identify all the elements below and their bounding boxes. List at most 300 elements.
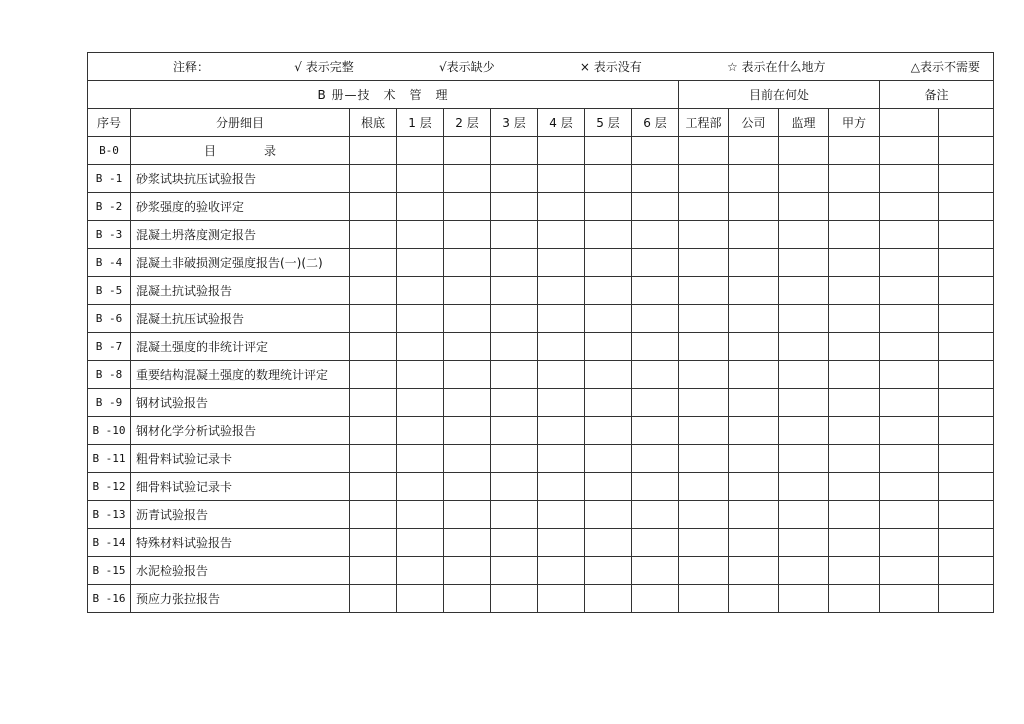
column-header-floor: 根底 <box>350 109 397 137</box>
status-cell[interactable] <box>939 249 994 277</box>
status-cell[interactable] <box>585 389 632 417</box>
status-cell[interactable] <box>538 445 585 473</box>
status-cell[interactable] <box>880 473 939 501</box>
status-cell[interactable] <box>779 529 829 557</box>
status-cell[interactable] <box>538 389 585 417</box>
status-cell[interactable] <box>679 333 729 361</box>
status-cell[interactable] <box>444 249 491 277</box>
table-row <box>88 529 994 557</box>
legend-not-needed: △表示不需要 <box>910 59 980 74</box>
status-cell[interactable] <box>729 557 779 585</box>
table-row <box>88 473 994 501</box>
status-cell[interactable] <box>939 557 994 585</box>
status-cell[interactable] <box>444 557 491 585</box>
status-cell[interactable] <box>491 165 538 193</box>
status-cell[interactable] <box>679 389 729 417</box>
status-cell[interactable] <box>729 417 779 445</box>
status-cell[interactable] <box>939 389 994 417</box>
status-cell[interactable] <box>829 165 880 193</box>
status-cell[interactable] <box>939 445 994 473</box>
status-cell[interactable] <box>397 417 444 445</box>
status-cell[interactable] <box>397 333 444 361</box>
status-cell[interactable] <box>779 585 829 613</box>
status-cell[interactable] <box>444 165 491 193</box>
status-cell[interactable] <box>444 473 491 501</box>
status-cell[interactable] <box>829 137 880 165</box>
status-cell[interactable] <box>939 473 994 501</box>
row-code: B -10 <box>88 417 131 445</box>
status-cell[interactable] <box>350 473 397 501</box>
status-cell[interactable] <box>350 305 397 333</box>
remarks-header: 备注 <box>880 81 994 109</box>
status-cell[interactable] <box>880 221 939 249</box>
status-cell[interactable] <box>729 249 779 277</box>
status-cell[interactable] <box>880 249 939 277</box>
status-cell[interactable] <box>632 249 679 277</box>
status-cell[interactable] <box>829 249 880 277</box>
status-cell[interactable] <box>632 361 679 389</box>
status-cell[interactable] <box>444 193 491 221</box>
status-cell[interactable] <box>397 473 444 501</box>
status-cell[interactable] <box>632 389 679 417</box>
status-cell[interactable] <box>939 193 994 221</box>
status-cell[interactable] <box>679 445 729 473</box>
status-cell[interactable] <box>397 221 444 249</box>
status-cell[interactable] <box>444 277 491 305</box>
status-cell[interactable] <box>779 137 829 165</box>
legend-none: × 表示没有 <box>579 59 642 74</box>
row-code: B -16 <box>88 585 131 613</box>
status-cell[interactable] <box>585 501 632 529</box>
status-cell[interactable] <box>397 585 444 613</box>
status-cell[interactable] <box>829 557 880 585</box>
row-code: B -5 <box>88 277 131 305</box>
status-cell[interactable] <box>939 165 994 193</box>
legend-row <box>88 53 994 81</box>
status-cell[interactable] <box>880 557 939 585</box>
status-cell[interactable] <box>397 389 444 417</box>
status-cell[interactable] <box>491 333 538 361</box>
table-row <box>88 137 994 165</box>
status-cell[interactable] <box>397 277 444 305</box>
status-cell[interactable] <box>397 305 444 333</box>
status-cell[interactable] <box>779 249 829 277</box>
status-cell[interactable] <box>829 445 880 473</box>
section-header-row <box>88 81 994 109</box>
row-code: B -15 <box>88 557 131 585</box>
status-cell[interactable] <box>939 501 994 529</box>
status-cell[interactable] <box>585 445 632 473</box>
status-cell[interactable] <box>444 333 491 361</box>
status-cell[interactable] <box>397 137 444 165</box>
status-cell[interactable] <box>779 473 829 501</box>
status-cell[interactable] <box>444 305 491 333</box>
status-cell[interactable] <box>779 557 829 585</box>
table-row <box>88 305 994 333</box>
status-cell[interactable] <box>491 557 538 585</box>
status-cell[interactable] <box>880 137 939 165</box>
status-cell[interactable] <box>779 221 829 249</box>
status-cell[interactable] <box>538 277 585 305</box>
status-cell[interactable] <box>397 249 444 277</box>
status-cell[interactable] <box>538 417 585 445</box>
status-cell[interactable] <box>880 529 939 557</box>
table-row <box>88 501 994 529</box>
status-cell[interactable] <box>585 585 632 613</box>
status-cell[interactable] <box>350 529 397 557</box>
status-cell[interactable] <box>538 249 585 277</box>
status-cell[interactable] <box>491 389 538 417</box>
status-cell[interactable] <box>538 333 585 361</box>
status-cell[interactable] <box>939 417 994 445</box>
status-cell[interactable] <box>939 305 994 333</box>
status-cell[interactable] <box>632 445 679 473</box>
status-cell[interactable] <box>397 529 444 557</box>
row-title: 混凝土坍落度测定报告 <box>131 221 350 249</box>
status-cell[interactable] <box>939 585 994 613</box>
status-cell[interactable] <box>779 389 829 417</box>
status-cell[interactable] <box>632 165 679 193</box>
status-cell[interactable] <box>880 193 939 221</box>
status-cell[interactable] <box>491 529 538 557</box>
section-title: B 册—技 术 管 理 <box>88 81 679 109</box>
status-cell[interactable] <box>350 389 397 417</box>
status-cell[interactable] <box>729 193 779 221</box>
column-header-floor: 3 层 <box>491 109 538 137</box>
status-cell[interactable] <box>585 165 632 193</box>
status-cell[interactable] <box>729 501 779 529</box>
status-cell[interactable] <box>491 193 538 221</box>
row-title: 特殊材料试验报告 <box>131 529 350 557</box>
status-cell[interactable] <box>679 305 729 333</box>
status-cell[interactable] <box>729 445 779 473</box>
status-cell[interactable] <box>880 165 939 193</box>
table-row <box>88 585 994 613</box>
status-cell[interactable] <box>729 361 779 389</box>
status-cell[interactable] <box>538 137 585 165</box>
status-cell[interactable] <box>829 221 880 249</box>
status-cell[interactable] <box>350 585 397 613</box>
legend-missing: √表示缺少 <box>438 59 495 74</box>
status-cell[interactable] <box>729 165 779 193</box>
table-row <box>88 389 994 417</box>
status-cell[interactable] <box>632 277 679 305</box>
status-cell[interactable] <box>779 445 829 473</box>
status-cell[interactable] <box>491 249 538 277</box>
file-checklist-table <box>87 52 994 613</box>
column-header-floor: 1 层 <box>397 109 444 137</box>
status-cell[interactable] <box>939 221 994 249</box>
status-cell[interactable] <box>679 417 729 445</box>
status-cell[interactable] <box>491 473 538 501</box>
status-cell[interactable] <box>491 445 538 473</box>
status-cell[interactable] <box>444 445 491 473</box>
status-cell[interactable] <box>585 221 632 249</box>
row-title: 钢材化学分析试验报告 <box>131 417 350 445</box>
status-cell[interactable] <box>679 473 729 501</box>
status-cell[interactable] <box>679 221 729 249</box>
row-code: B -8 <box>88 361 131 389</box>
status-cell[interactable] <box>491 137 538 165</box>
column-header-remark <box>939 109 994 137</box>
status-cell[interactable] <box>585 277 632 305</box>
table-row <box>88 193 994 221</box>
status-cell[interactable] <box>779 417 829 445</box>
status-cell[interactable] <box>939 333 994 361</box>
status-cell[interactable] <box>350 417 397 445</box>
status-cell[interactable] <box>538 193 585 221</box>
status-cell[interactable] <box>397 445 444 473</box>
status-cell[interactable] <box>491 361 538 389</box>
status-cell[interactable] <box>538 557 585 585</box>
status-cell[interactable] <box>880 305 939 333</box>
row-code: B -3 <box>88 221 131 249</box>
status-cell[interactable] <box>679 501 729 529</box>
status-cell[interactable] <box>729 221 779 249</box>
status-cell[interactable] <box>729 277 779 305</box>
legend-where: ☆ 表示在什么地方 <box>726 59 826 74</box>
row-code: B -9 <box>88 389 131 417</box>
status-cell[interactable] <box>538 473 585 501</box>
row-code: B -6 <box>88 305 131 333</box>
status-cell[interactable] <box>939 137 994 165</box>
table-row <box>88 445 994 473</box>
status-cell[interactable] <box>397 193 444 221</box>
row-code: B -2 <box>88 193 131 221</box>
row-title: 钢材试验报告 <box>131 389 350 417</box>
row-title: 水泥检验报告 <box>131 557 350 585</box>
status-cell[interactable] <box>829 361 880 389</box>
status-cell[interactable] <box>491 585 538 613</box>
row-code: B -7 <box>88 333 131 361</box>
row-code: B-0 <box>88 137 131 165</box>
status-cell[interactable] <box>632 585 679 613</box>
status-cell[interactable] <box>491 277 538 305</box>
status-cell[interactable] <box>350 333 397 361</box>
legend-label: 注释： <box>173 59 210 74</box>
status-cell[interactable] <box>729 529 779 557</box>
status-cell[interactable] <box>632 221 679 249</box>
status-cell[interactable] <box>679 361 729 389</box>
status-cell[interactable] <box>397 557 444 585</box>
status-cell[interactable] <box>491 221 538 249</box>
table-row <box>88 557 994 585</box>
status-cell[interactable] <box>585 305 632 333</box>
row-code: B -4 <box>88 249 131 277</box>
legend <box>93 61 988 73</box>
status-cell[interactable] <box>829 585 880 613</box>
status-cell[interactable] <box>397 501 444 529</box>
status-cell[interactable] <box>538 165 585 193</box>
status-cell[interactable] <box>444 389 491 417</box>
status-cell[interactable] <box>585 557 632 585</box>
status-cell[interactable] <box>880 445 939 473</box>
row-title: 混凝土强度的非统计评定 <box>131 333 350 361</box>
status-cell[interactable] <box>939 529 994 557</box>
status-cell[interactable] <box>939 277 994 305</box>
row-title: 混凝土非破损测定强度报告(一)(二) <box>131 249 350 277</box>
status-cell[interactable] <box>632 193 679 221</box>
status-cell[interactable] <box>350 361 397 389</box>
status-cell[interactable] <box>538 361 585 389</box>
status-cell[interactable] <box>350 137 397 165</box>
status-cell[interactable] <box>444 501 491 529</box>
status-cell[interactable] <box>350 557 397 585</box>
row-title: 砂浆试块抗压试验报告 <box>131 165 350 193</box>
status-cell[interactable] <box>491 305 538 333</box>
column-header-item: 分册细目 <box>131 109 350 137</box>
status-cell[interactable] <box>779 277 829 305</box>
status-cell[interactable] <box>779 165 829 193</box>
status-cell[interactable] <box>779 361 829 389</box>
status-cell[interactable] <box>880 389 939 417</box>
status-cell[interactable] <box>585 193 632 221</box>
table-row <box>88 417 994 445</box>
row-title: 预应力张拉报告 <box>131 585 350 613</box>
column-header-seq: 序号 <box>88 109 131 137</box>
status-cell[interactable] <box>880 277 939 305</box>
status-cell[interactable] <box>779 501 829 529</box>
status-cell[interactable] <box>729 389 779 417</box>
status-cell[interactable] <box>880 585 939 613</box>
status-cell[interactable] <box>829 417 880 445</box>
row-title: 粗骨料试验记录卡 <box>131 445 350 473</box>
status-cell[interactable] <box>350 249 397 277</box>
status-cell[interactable] <box>444 585 491 613</box>
status-cell[interactable] <box>829 501 880 529</box>
status-cell[interactable] <box>729 137 779 165</box>
column-header-floor: 6 层 <box>632 109 679 137</box>
status-cell[interactable] <box>729 333 779 361</box>
row-title: 混凝土抗压试验报告 <box>131 305 350 333</box>
status-cell[interactable] <box>397 361 444 389</box>
row-code: B -13 <box>88 501 131 529</box>
column-header-floor: 2 层 <box>444 109 491 137</box>
status-cell[interactable] <box>632 333 679 361</box>
row-title: 砂浆强度的验收评定 <box>131 193 350 221</box>
status-cell[interactable] <box>538 529 585 557</box>
legend-complete: √ 表示完整 <box>294 59 354 74</box>
status-cell[interactable] <box>585 529 632 557</box>
status-cell[interactable] <box>632 529 679 557</box>
status-cell[interactable] <box>350 193 397 221</box>
status-cell[interactable] <box>632 473 679 501</box>
status-cell[interactable] <box>632 305 679 333</box>
table-row <box>88 249 994 277</box>
row-code: B -14 <box>88 529 131 557</box>
table-row <box>88 333 994 361</box>
status-cell[interactable] <box>829 305 880 333</box>
status-cell[interactable] <box>729 305 779 333</box>
column-header-location: 公司 <box>729 109 779 137</box>
status-cell[interactable] <box>585 249 632 277</box>
status-cell[interactable] <box>444 137 491 165</box>
row-code: B -12 <box>88 473 131 501</box>
status-cell[interactable] <box>829 277 880 305</box>
status-cell[interactable] <box>729 585 779 613</box>
status-cell[interactable] <box>585 417 632 445</box>
status-cell[interactable] <box>538 221 585 249</box>
status-cell[interactable] <box>729 473 779 501</box>
status-cell[interactable] <box>679 585 729 613</box>
status-cell[interactable] <box>585 137 632 165</box>
row-title: 细骨料试验记录卡 <box>131 473 350 501</box>
status-cell[interactable] <box>679 529 729 557</box>
status-cell[interactable] <box>350 221 397 249</box>
status-cell[interactable] <box>679 165 729 193</box>
status-cell[interactable] <box>679 249 729 277</box>
status-cell[interactable] <box>350 501 397 529</box>
legend-cell <box>88 53 994 81</box>
status-cell[interactable] <box>350 277 397 305</box>
status-cell[interactable] <box>585 473 632 501</box>
status-cell[interactable] <box>444 361 491 389</box>
status-cell[interactable] <box>538 501 585 529</box>
status-cell[interactable] <box>829 529 880 557</box>
row-title: 沥青试验报告 <box>131 501 350 529</box>
table-row <box>88 277 994 305</box>
column-header-remark <box>880 109 939 137</box>
column-header-location: 监理 <box>779 109 829 137</box>
row-code: B -11 <box>88 445 131 473</box>
status-cell[interactable] <box>880 333 939 361</box>
column-header-row <box>88 109 994 137</box>
row-title: 重要结构混凝土强度的数理统计评定 <box>131 361 350 389</box>
column-header-floor: 5 层 <box>585 109 632 137</box>
status-cell[interactable] <box>779 333 829 361</box>
column-header-floor: 4 层 <box>538 109 585 137</box>
status-cell[interactable] <box>779 193 829 221</box>
status-cell[interactable] <box>779 305 829 333</box>
status-cell[interactable] <box>585 333 632 361</box>
status-cell[interactable] <box>880 417 939 445</box>
row-title: 混凝土抗试验报告 <box>131 277 350 305</box>
status-cell[interactable] <box>444 529 491 557</box>
status-cell[interactable] <box>632 417 679 445</box>
status-cell[interactable] <box>538 585 585 613</box>
status-cell[interactable] <box>679 557 729 585</box>
status-cell[interactable] <box>444 417 491 445</box>
status-cell[interactable] <box>829 473 880 501</box>
location-header: 目前在何处 <box>679 81 880 109</box>
table-row <box>88 165 994 193</box>
status-cell[interactable] <box>585 361 632 389</box>
status-cell[interactable] <box>491 417 538 445</box>
status-cell[interactable] <box>880 501 939 529</box>
status-cell[interactable] <box>880 361 939 389</box>
status-cell[interactable] <box>397 165 444 193</box>
table-row <box>88 221 994 249</box>
status-cell[interactable] <box>491 501 538 529</box>
status-cell[interactable] <box>632 501 679 529</box>
status-cell[interactable] <box>444 221 491 249</box>
status-cell[interactable] <box>829 333 880 361</box>
status-cell[interactable] <box>829 193 880 221</box>
status-cell[interactable] <box>632 137 679 165</box>
status-cell[interactable] <box>350 445 397 473</box>
status-cell[interactable] <box>679 193 729 221</box>
column-header-location: 甲方 <box>829 109 880 137</box>
status-cell[interactable] <box>679 137 729 165</box>
status-cell[interactable] <box>538 305 585 333</box>
status-cell[interactable] <box>632 557 679 585</box>
column-header-location: 工程部 <box>679 109 729 137</box>
status-cell[interactable] <box>350 165 397 193</box>
status-cell[interactable] <box>679 277 729 305</box>
row-code: B -1 <box>88 165 131 193</box>
status-cell[interactable] <box>939 361 994 389</box>
status-cell[interactable] <box>829 389 880 417</box>
